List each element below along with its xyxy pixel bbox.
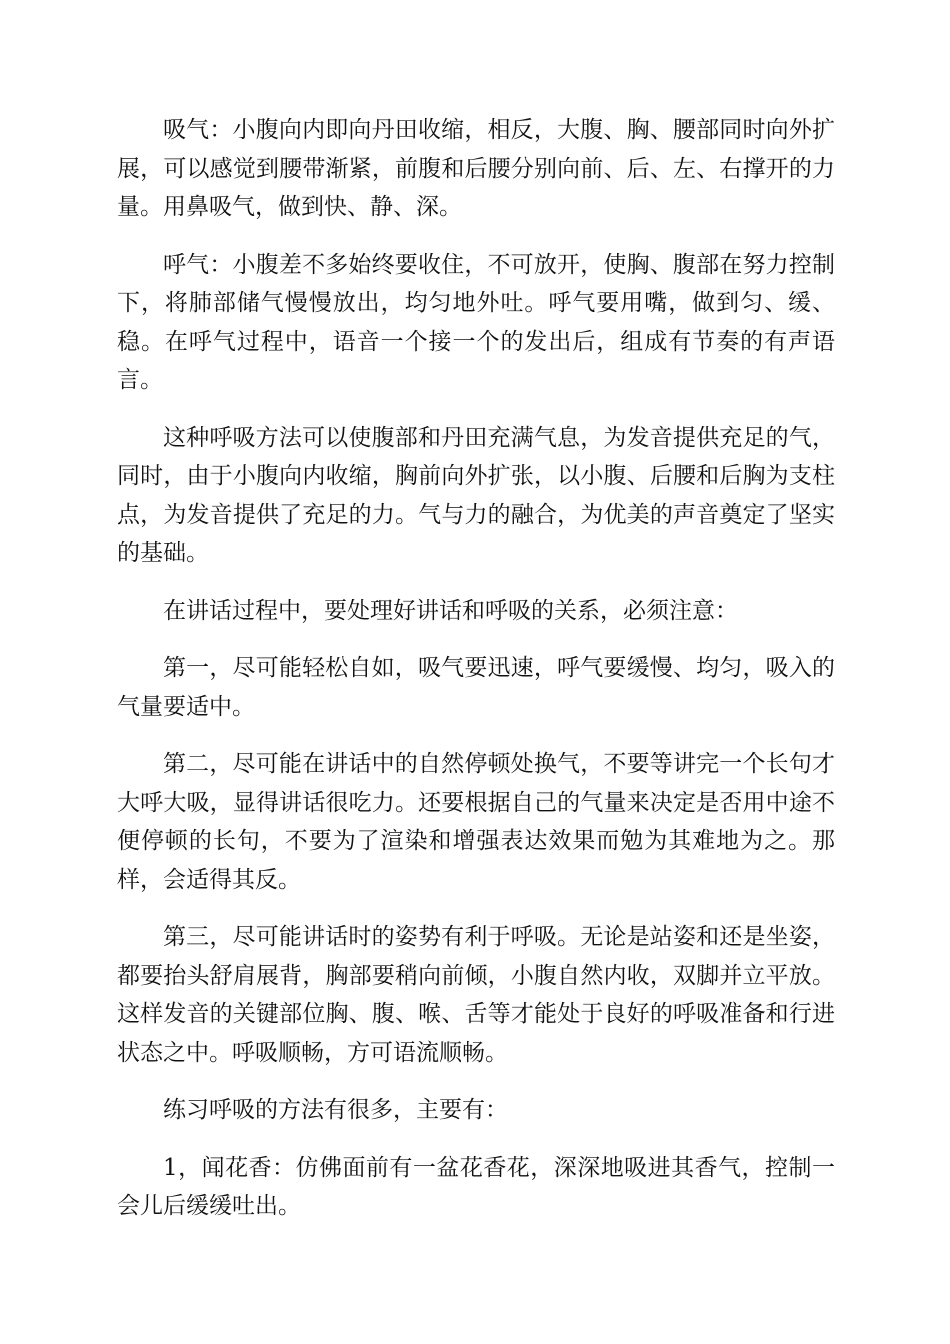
paragraph-breathing-method: 这种呼吸方法可以使腹部和丹田充满气息，为发音提供充足的气，同时，由于小腹向内收缩，胸前向外扩张，以小腹、后腰和后胸为支柱点，为发音提供了充足的力。气与力的融合，为优美的声音奠定了坚实的基础。	[117, 424, 835, 566]
paragraph-practice-one: 1，闻花香：仿佛面前有一盆花香花，深深地吸进其香气，控制一会儿后缓缓吐出。	[117, 1154, 835, 1219]
paragraph-attention-intro: 在讲话过程中，要处理好讲话和呼吸的关系，必须注意：	[163, 597, 738, 624]
paragraph-point-two: 第二，尽可能在讲话中的自然停顿处换气，不要等讲完一个长句才大呼大吸，显得讲话很吃力。还要根据自己的气量来决定是否用中途不便停顿的长句，不要为了渲染和增强表达效果而勉为其难地为之。那样，会适得其反。	[117, 751, 835, 893]
paragraph-inhale: 吸气：小腹向内即向丹田收缩，相反，大腹、胸、腰部同时向外扩展，可以感觉到腰带渐紧，前腹和后腰分别向前、后、左、右撑开的力量。用鼻吸气，做到快、静、深。	[117, 117, 835, 220]
paragraph-point-one: 第一，尽可能轻松自如，吸气要迅速，呼气要缓慢、均匀，吸入的气量要适中。	[117, 655, 835, 720]
document-body	[117, 111, 835, 1245]
paragraph-practice-intro: 练习呼吸的方法有很多，主要有：	[163, 1097, 508, 1123]
paragraph-point-three: 第三，尽可能讲话时的姿势有利于呼吸。无论是站姿和还是坐姿，都要抬头舒肩展背，胸部要稍向前倾，小腹自然内收，双脚并立平放。这样发音的关键部位胸、腹、喉、舌等才能处于良好的呼吸准备和行进状态之中。呼吸顺畅，方可语流顺畅。	[117, 924, 835, 1066]
paragraph-exhale: 呼气：小腹差不多始终要收住，不可放开，使胸、腹部在努力控制下，将肺部储气慢慢放出，均匀地外吐。呼气要用嘴，做到匀、缓、稳。在呼气过程中，语音一个接一个的发出后，组成有节奏的有声语言。	[117, 251, 835, 393]
